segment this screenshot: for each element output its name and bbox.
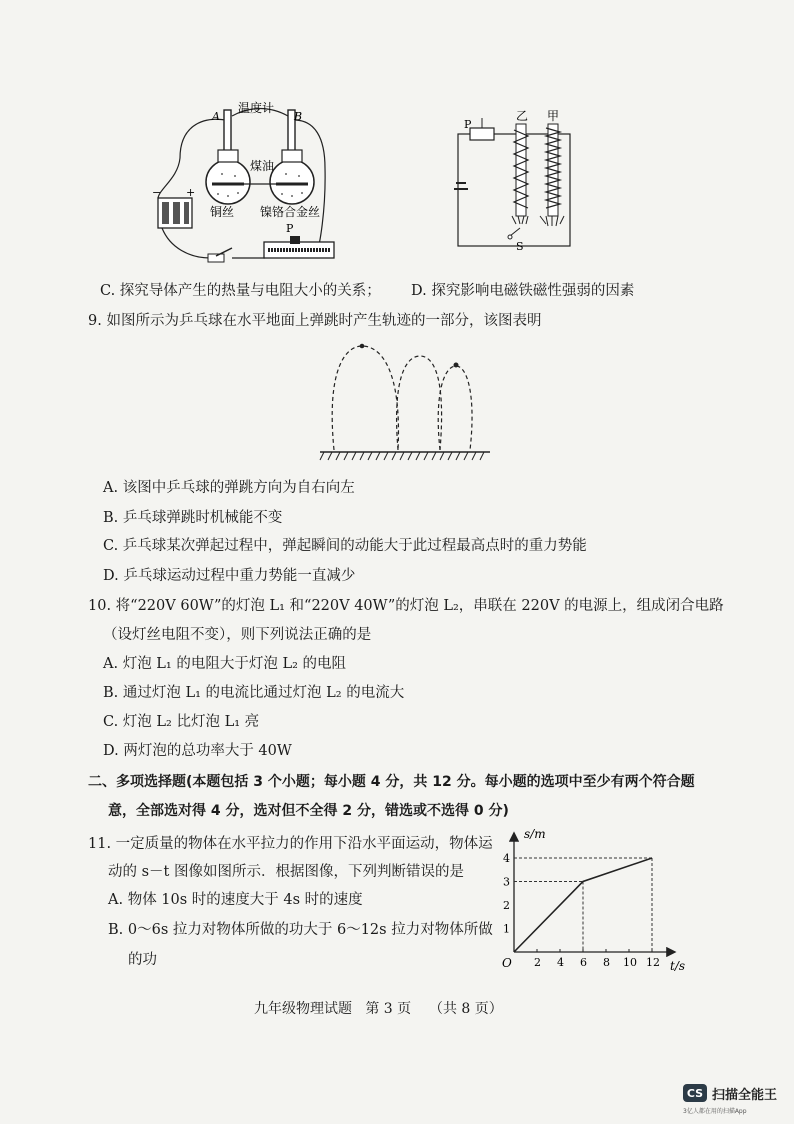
q9-option-a: A. 该图中乒乓球的弹跳方向为自右向左 — [103, 480, 355, 496]
svg-text:−: − — [152, 186, 162, 199]
slider-p-label: P — [286, 222, 294, 235]
section2-heading-line2: 意，全部选对得 4 分，选对但不全得 2 分，错选或不选得 0 分) — [108, 803, 509, 819]
x-axis-label: t/s — [670, 959, 686, 973]
electromagnet-figure — [450, 109, 600, 257]
coil-yi-icon — [512, 124, 528, 224]
thermometer-label: 温度计 — [238, 101, 275, 115]
q9-stem: 9. 如图所示为乒乓球在水平地面上弹跳时产生轨迹的一部分，该图表明 — [88, 313, 542, 329]
camscanner-logo: CS — [683, 1084, 707, 1102]
q9-option-c: C. 乒乓球某次弹起过程中，弹起瞬间的动能大于此过程最高点时的重力势能 — [103, 538, 587, 554]
origin-label: O — [502, 956, 512, 970]
q11-stem-line2: 动的 s－t 图像如图所示．根据图像，下列判断错误的是 — [108, 864, 464, 880]
nichrome-wire-label: 镍铬合金丝 — [260, 205, 321, 219]
q9-option-b: B. 乒乓球弹跳时机械能不变 — [103, 510, 283, 526]
y-tick-label: 4 — [503, 852, 510, 865]
y-tick-label: 1 — [503, 922, 510, 936]
y-tick-label: 3 — [503, 875, 510, 889]
s-t-chart — [496, 826, 686, 976]
label-b: B — [294, 110, 303, 123]
section2-heading-line1: 二、多项选择题(本题包括 3 个小题；每小题 4 分，共 12 分。每小题的选项中至少有两个符合题 — [88, 774, 695, 790]
q10-option-a: A. 灯泡 L₁ 的电阻大于灯泡 L₂ 的电阻 — [103, 656, 347, 672]
coil-jia-icon — [540, 124, 564, 226]
q11-option-a: A. 物体 10s 时的速度大于 4s 时的速度 — [108, 892, 363, 908]
x-tick-label: 6 — [580, 956, 587, 969]
y-axis-label: s/m — [524, 827, 546, 841]
q9-option-d: D. 乒乓球运动过程中重力势能一直减少 — [103, 568, 356, 584]
q10-option-b: B. 通过灯泡 L₁ 的电流比通过灯泡 L₂ 的电流大 — [103, 685, 405, 701]
heating-experiment-figure — [140, 98, 355, 270]
label-jia: 甲 — [547, 109, 560, 123]
x-tick-label: 4 — [557, 956, 564, 969]
q11-option-b-line1: B. 0～6s 拉力对物体所做的功大于 6～12s 拉力对物体所做 — [108, 922, 493, 938]
y-tick-label: 2 — [503, 899, 510, 912]
q10-option-d: D. 两灯泡的总功率大于 40W — [103, 743, 292, 759]
kerosene-label: 煤油 — [250, 159, 275, 173]
x-tick-label: 8 — [603, 956, 610, 969]
x-tick-label: 10 — [623, 956, 637, 969]
battery-icon — [158, 198, 192, 228]
slider-p-label: P — [464, 118, 472, 131]
x-tick-label: 2 — [534, 956, 541, 969]
label-a: A — [212, 110, 220, 123]
x-tick-label: 12 — [646, 956, 660, 969]
q11-stem-line1: 11. 一定质量的物体在水平拉力的作用下沿水平面运动，物体运 — [88, 836, 493, 852]
q10-stem-line2: （设灯丝电阻不变），则下列说法正确的是 — [103, 627, 372, 643]
switch-s-label: S — [516, 240, 524, 253]
page-footer: 九年级物理试题 第 3 页 （共 8 页） — [254, 1001, 503, 1017]
svg-text:+: + — [186, 186, 196, 199]
copper-wire-label: 铜丝 — [210, 205, 235, 219]
label-yi: 乙 — [516, 109, 529, 123]
camscanner-tagline: 3亿人都在用的扫描App — [683, 1108, 747, 1115]
q8-option-c: C. 探究导体产生的热量与电阻大小的关系； — [100, 283, 381, 299]
camscanner-brand: 扫描全能王 — [712, 1088, 778, 1103]
q11-option-b-line2: 的功 — [128, 952, 157, 968]
q10-stem-line1: 10. 将“220V 60W”的灯泡 L₁ 和“220V 40W”的灯泡 L₂，串联在 220V 的电源上，组成闭合电路 — [88, 598, 724, 614]
bounce-trajectory-figure — [320, 338, 490, 466]
q8-option-d: D. 探究影响电磁铁磁性强弱的因素 — [411, 283, 635, 299]
q10-option-c: C. 灯泡 L₂ 比灯泡 L₁ 亮 — [103, 714, 260, 730]
